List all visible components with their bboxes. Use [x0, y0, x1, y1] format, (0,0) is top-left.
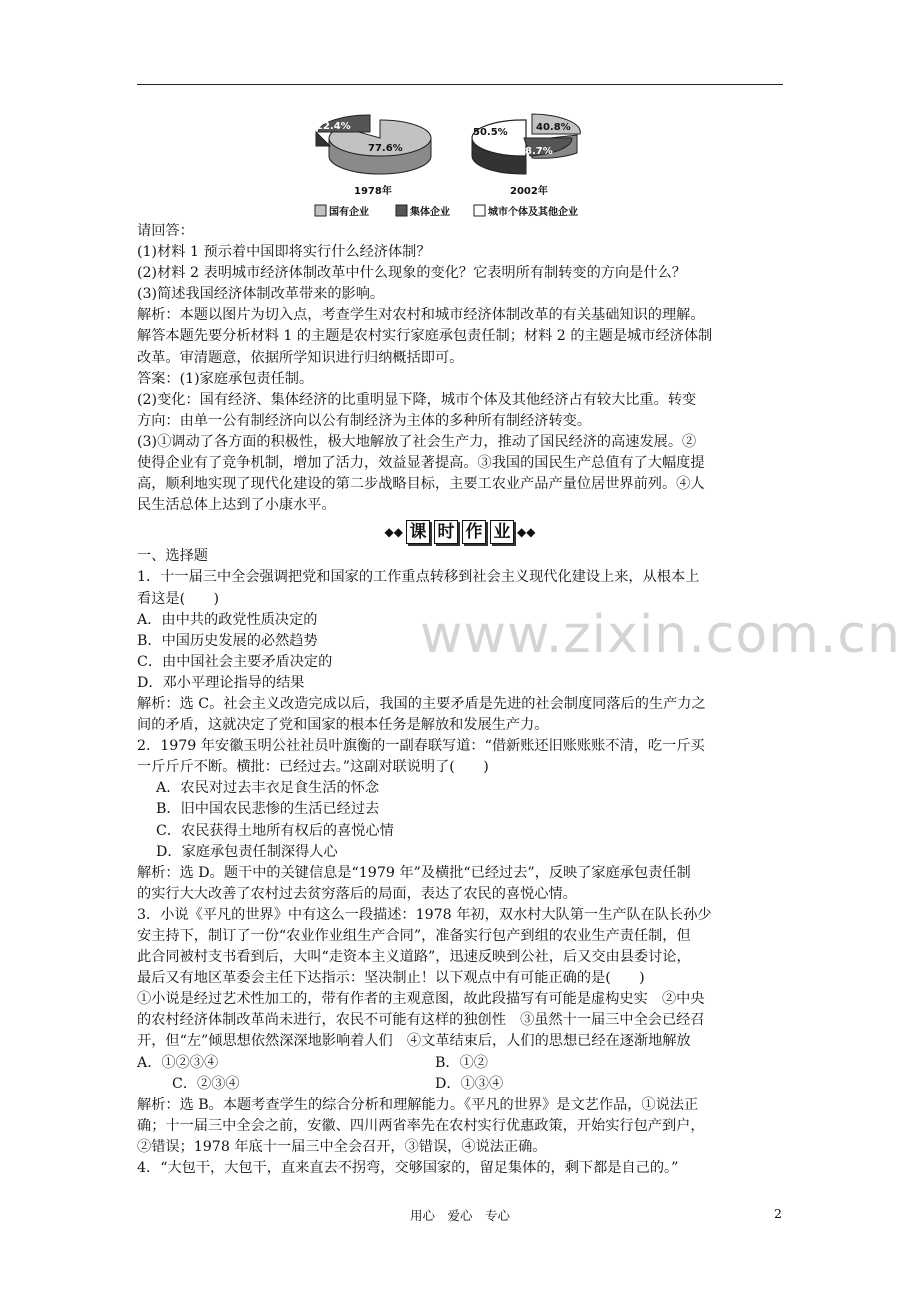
option-row	[137, 1074, 783, 1095]
text-line: 高，顺利地实现了现代化建设的第二步战略目标，主要工农业产品产量位居世界前列。④人	[137, 476, 705, 493]
text-line: 一斤斤斤不断。横批：已经过去。”这副对联说明了( )	[137, 759, 489, 776]
text-line: 解析：本题以图片为切入点，考查学生对农村和城市经济体制改革的有关基础知识的理解。	[137, 307, 705, 324]
text-line: 确；十一届三中全会之前，安徽、四川两省率先在农村实行优惠政策，开始实行包产到户，	[137, 1117, 705, 1134]
pie-1978-state-label: 77.6%	[368, 143, 403, 154]
pie-2002-private-label: 50.5%	[473, 127, 508, 138]
text-line: 方向：由单一公有制经济向以公有制经济为主体的多种所有制经济转变。	[137, 412, 592, 429]
text-line: 1．十一届三中全会强调把党和国家的工作重点转移到社会主义现代化建设上来，从根本上	[137, 569, 700, 586]
banner-char: 课	[406, 520, 430, 544]
text-line: 民生活总体上达到了小康水平。	[137, 497, 336, 514]
text-line: 使得企业有了竞争机制，增加了活力，效益显著提高。③我国的国民生产总值有了大幅度提	[137, 455, 705, 472]
option-d: D．①③④	[435, 1075, 504, 1092]
legend-label-state: 国有企业	[329, 207, 369, 218]
diamond-icon: ◆◆	[384, 524, 403, 539]
banner-char: 作	[462, 520, 486, 544]
text-line: (3)简述我国经济体制改革带来的影响。	[137, 286, 385, 303]
text-line: ②错误；1978 年底十一届三中全会召开，③错误，④说法正确。	[137, 1138, 547, 1155]
text-line: 此合同被村支书看到后，大叫“走资本主义道路”，迅速反映到公社，后又交由县委讨论，	[137, 949, 691, 966]
text-line: (3)①调动了各方面的积极性，极大地解放了社会生产力，推动了国民经济的高速发展。②	[137, 433, 697, 450]
text-line: 开，但“左”倾思想依然深深地影响着人们 ④文革结束后，人们的思想已经在逐渐地解放	[137, 1033, 691, 1050]
option-a: A．①②③④	[137, 1054, 219, 1071]
pie-1978-year: 1978年	[354, 186, 392, 197]
legend-label-collective: 集体企业	[410, 207, 450, 218]
section-banner	[137, 518, 783, 546]
option-line: A．农民对过去丰衣足食生活的怀念	[156, 780, 380, 797]
text-line: 请回答：	[137, 223, 194, 239]
text-line: 3．小说《平凡的世界》中有这么一段描述：1978 年初，双水村大队第一生产队在队长孙少	[137, 906, 712, 923]
text-line: 的农村经济体制改革尚未进行，农民不可能有这样的独创性 ③虽然十一届三中全会已经召	[137, 1012, 705, 1029]
footer-motto: 用心 爱心 专心	[410, 1208, 511, 1223]
text-line: (1)材料 1 预示着中国即将实行什么经济体制？	[137, 244, 431, 261]
diamond-icon: ◆◆	[517, 524, 536, 539]
text-line: 解析：选 C。社会主义改造完成以后，我国的主要矛盾是先进的社会制度同落后的生产力之	[137, 695, 706, 712]
pie-charts	[300, 110, 620, 222]
text-line: 4．“大包干，大包干，直来直去不拐弯，交够国家的，留足集体的，剩下都是自己的。”	[137, 1160, 679, 1177]
text-line: 解答本题先要分析材料 1 的主题是农村实行家庭承包责任制；材料 2 的主题是城市经济体制	[137, 328, 713, 345]
pie-chart-figure	[300, 110, 620, 222]
pie-1978-collective-label: 22.4%	[316, 121, 351, 132]
option-line: C．农民获得土地所有权后的喜悦心情	[156, 822, 394, 839]
option-line: C．由中国社会主要矛盾决定的	[137, 653, 333, 670]
header-rule	[137, 84, 783, 85]
pie-2002-state-label: 40.8%	[536, 122, 571, 133]
document-body	[137, 221, 783, 1179]
legend	[315, 205, 578, 218]
option-row	[137, 1053, 783, 1074]
text-line: 看这是( )	[137, 590, 220, 607]
text-line: 改革。审清题意，依据所学知识进行归纳概括即可。	[137, 349, 464, 366]
legend-label-private: 城市个体及其他企业	[488, 207, 578, 218]
option-line: B．旧中国农民悲惨的生活已经过去	[156, 801, 380, 818]
banner-char: 时	[434, 520, 458, 544]
text-line: 间的矛盾，这就决定了党和国家的根本任务是解放和发展生产力。	[137, 717, 549, 734]
legend-swatch-state	[315, 205, 326, 216]
option-line: A．由中共的政党性质决定的	[137, 611, 318, 628]
text-line: 一、选择题	[137, 548, 208, 565]
text-line: 最后又有地区革委会主任下达指示：坚决制止！以下观点中有可能正确的是( )	[137, 970, 645, 987]
option-line: D．邓小平理论指导的结果	[137, 674, 305, 691]
text-line: (2)变化：国有经济、集体经济的比重明显下降，城市个体及其他经济占有较大比重。转变	[137, 391, 697, 408]
option-line: B．中国历史发展的必然趋势	[137, 632, 318, 649]
option-line: D．家庭承包责任制深得人心	[156, 843, 338, 860]
option-c: C．②③④	[172, 1075, 240, 1092]
text-line: 解析：选 B。本题考查学生的综合分析和理解能力。《平凡的世界》是文艺作品，①说法正	[137, 1096, 699, 1113]
text-line: 答案：(1)家庭承包责任制。	[137, 370, 314, 387]
watermark: www.zixin.com.cn	[420, 605, 901, 665]
text-line: (2)材料 2 表明城市经济体制改革中什么现象的变化？它表明所有制转变的方向是什么？	[137, 265, 686, 282]
text-line: 解析：选 D。题干中的关键信息是“1979 年”及横批“已经过去”，反映了家庭承包责任制	[137, 864, 691, 881]
pie-2002	[472, 114, 580, 197]
banner-char: 业	[490, 520, 514, 544]
legend-swatch-private	[474, 205, 485, 216]
text-line: 的实行大大改善了农村过去贫穷落后的局面，表达了农民的喜悦心情。	[137, 885, 577, 902]
text-line: 2．1979 年安徽玉明公社社员叶旗衡的一副春联写道：“借新账还旧账账账不清，吃一斤买	[137, 738, 705, 755]
text-line: ①小说是经过艺术性加工的，带有作者的主观意图，故此段描写有可能是虚构史实 ②中央	[137, 991, 705, 1008]
pie-2002-collective-label: 8.7%	[525, 146, 553, 157]
pie-2002-year: 2002年	[510, 186, 548, 197]
pie-1978	[316, 115, 431, 197]
option-b: B．①②	[435, 1054, 488, 1071]
text-line: 安主持下，制订了一份“农业作业组生产合同”，准备实行包产到组的农业生产责任制，但	[137, 928, 691, 944]
legend-swatch-collective	[396, 205, 407, 216]
pie-1978-collective-side	[316, 132, 330, 146]
page-number: 2	[774, 1206, 782, 1221]
